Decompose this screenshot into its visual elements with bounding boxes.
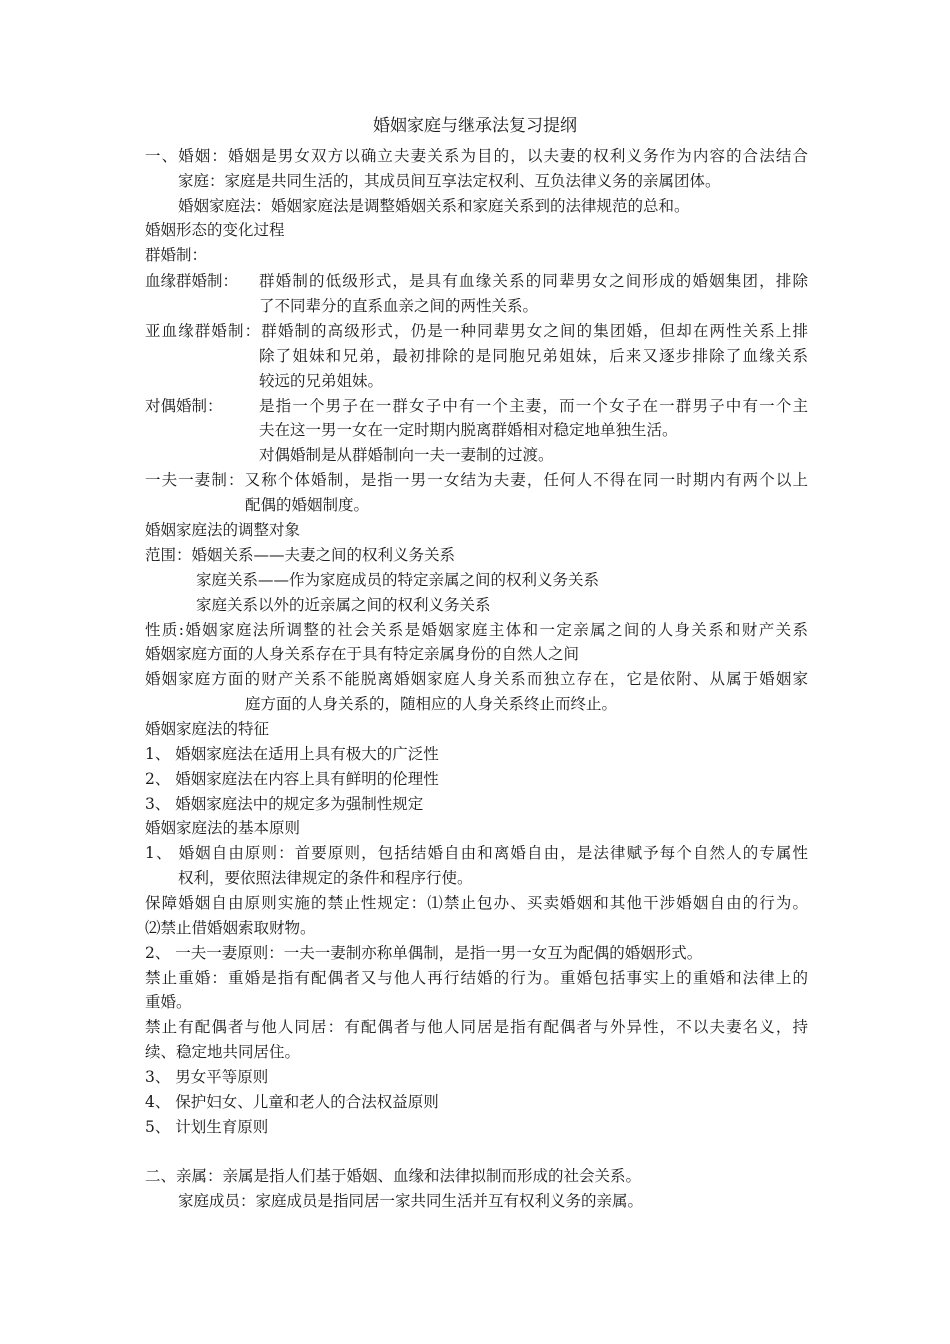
text-line: ⑵禁止借婚姻索取财物。 bbox=[145, 919, 316, 937]
text-line: 亚血缘群婚制：群婚制的高级形式，仍是一种同辈男女之间的集团婚，但却在两性关系上排 bbox=[145, 322, 808, 340]
section-heading: 婚姻家庭法的特征 bbox=[145, 720, 270, 738]
text-line: 婚姻家庭方面的财产关系不能脱离婚姻家庭人身关系而独立存在，它是依附、从属于婚姻家 bbox=[145, 670, 808, 688]
list-item: 2、 一夫一妻原则：一夫一妻制亦称单偶制，是指一男一女互为配偶的婚姻形式。 bbox=[145, 944, 703, 962]
text-line: 了不同辈分的直系血亲之间的两性关系。 bbox=[259, 297, 539, 315]
list-item: 3、 婚姻家庭法中的规定多为强制性规定 bbox=[145, 795, 424, 813]
text-line: 二、亲属：亲属是指人们基于婚姻、血缘和法律拟制而形成的社会关系。 bbox=[145, 1167, 642, 1185]
text-line: 婚姻家庭法：婚姻家庭法是调整婚姻关系和家庭关系到的法律规范的总和。 bbox=[178, 197, 690, 215]
text-line: 重婚。 bbox=[145, 993, 192, 1011]
text-line: 配偶的婚姻制度。 bbox=[245, 496, 370, 514]
text-line: 家庭关系——作为家庭成员的特定亲属之间的权利义务关系 bbox=[196, 571, 600, 589]
text-line: 范围：婚姻关系——夫妻之间的权利义务关系 bbox=[145, 546, 456, 564]
section-heading: 婚姻家庭法的调整对象 bbox=[145, 521, 301, 539]
text-line: 群婚制： bbox=[145, 246, 208, 264]
section-heading: 婚姻家庭法的基本原则 bbox=[145, 819, 301, 837]
list-item: 3、 男女平等原则 bbox=[145, 1068, 269, 1086]
text-line: 一、婚姻：婚姻是男女双方以确立夫妻关系为目的，以夫妻的权利义务作为内容的合法结合 bbox=[145, 147, 808, 165]
list-item: 4、 保护妇女、儿童和老人的合法权益原则 bbox=[145, 1093, 439, 1111]
list-item: 5、 计划生育原则 bbox=[145, 1118, 269, 1136]
text-line: 除了姐妹和兄弟，最初排除的是同胞兄弟姐妹，后来又逐步排除了血缘关系 bbox=[259, 347, 808, 365]
text-line: 群婚制的低级形式，是具有血缘关系的同辈男女之间形成的婚姻集团，排除 bbox=[259, 272, 808, 290]
text-line: 性质:婚姻家庭法所调整的社会关系是婚姻家庭主体和一定亲属之间的人身关系和财产关系 bbox=[145, 621, 808, 639]
text-line: 家庭成员：家庭成员是指同居一家共同生活并互有权利义务的亲属。 bbox=[178, 1192, 644, 1210]
section-heading: 婚姻形态的变化过程 bbox=[145, 221, 285, 239]
text-line: 庭方面的人身关系的，随相应的人身关系终止而终止。 bbox=[245, 695, 618, 713]
text-line: 续、稳定地共同居住。 bbox=[145, 1043, 301, 1061]
text-line: 是指一个男子在一群女子中有一个主妻，而一个女子在一群男子中有一个主 bbox=[259, 397, 808, 415]
term-label: 血缘群婚制： bbox=[145, 272, 239, 290]
text-line: 权利，要依照法律规定的条件和程序行使。 bbox=[178, 869, 473, 887]
text-line: 禁止有配偶者与他人同居：有配偶者与他人同居是指有配偶者与外异性，不以夫妻名义，持 bbox=[145, 1018, 808, 1036]
list-item: 1、 婚姻自由原则：首要原则，包括结婚自由和离婚自由，是法律赋予每个自然人的专属性 bbox=[145, 844, 808, 862]
text-line: 禁止重婚：重婚是指有配偶者又与他人再行结婚的行为。重婚包括事实上的重婚和法律上的 bbox=[145, 969, 808, 987]
text-line: 家庭：家庭是共同生活的，其成员间互享法定权利、互负法律义务的亲属团体。 bbox=[178, 172, 721, 190]
list-item: 2、 婚姻家庭法在内容上具有鲜明的伦理性 bbox=[145, 770, 439, 788]
text-line: 保障婚姻自由原则实施的禁止性规定：⑴禁止包办、买卖婚姻和其他干涉婚姻自由的行为。 bbox=[145, 894, 808, 912]
text-line: 婚姻家庭方面的人身关系存在于具有特定亲属身份的自然人之间 bbox=[145, 645, 580, 663]
text-line: 较远的兄弟姐妹。 bbox=[259, 372, 384, 390]
text-line: 夫在这一男一女在一定时期内脱离群婚相对稳定地单独生活。 bbox=[259, 421, 678, 439]
document-title: 婚姻家庭与继承法复习提纲 bbox=[373, 116, 577, 136]
text-line: 对偶婚制是从群婚制向一夫一妻制的过渡。 bbox=[259, 446, 554, 464]
text-line: 家庭关系以外的近亲属之间的权利义务关系 bbox=[196, 596, 491, 614]
term-label: 对偶婚制： bbox=[145, 397, 223, 415]
text-line: 一夫一妻制：又称个体婚制，是指一男一女结为夫妻，任何人不得在同一时期内有两个以上 bbox=[145, 471, 808, 489]
list-item: 1、 婚姻家庭法在适用上具有极大的广泛性 bbox=[145, 745, 439, 763]
